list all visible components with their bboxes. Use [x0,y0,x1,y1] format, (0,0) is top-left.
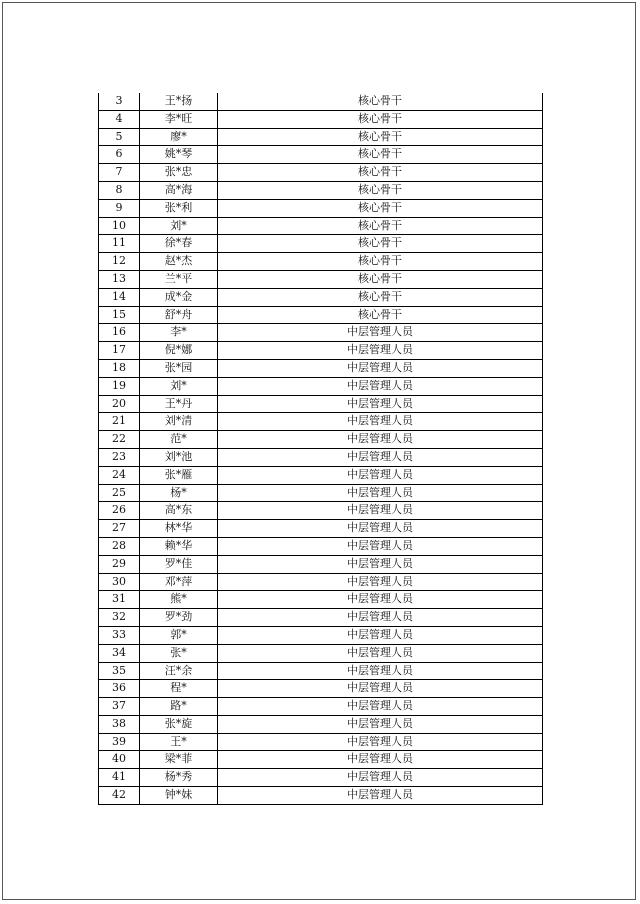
person-name: 程* [140,680,218,698]
person-role: 中层管理人员 [218,715,543,733]
person-role: 中层管理人员 [218,502,543,520]
table-row [99,502,543,520]
table-row [99,680,543,698]
person-name: 李*旺 [140,110,218,128]
row-number: 11 [99,235,140,253]
person-role: 中层管理人员 [218,520,543,538]
row-number: 19 [99,377,140,395]
person-role: 核心骨干 [218,93,543,110]
person-role: 核心骨干 [218,235,543,253]
table-row [99,93,543,110]
person-role: 中层管理人员 [218,359,543,377]
person-name: 兰*平 [140,270,218,288]
row-number: 27 [99,520,140,538]
person-role: 核心骨干 [218,110,543,128]
row-number: 17 [99,342,140,360]
person-role: 核心骨干 [218,288,543,306]
row-number: 20 [99,395,140,413]
row-number: 41 [99,769,140,787]
row-number: 10 [99,217,140,235]
row-number: 22 [99,431,140,449]
row-number: 42 [99,787,140,805]
table-row [99,644,543,662]
person-role: 中层管理人员 [218,448,543,466]
table-row [99,431,543,449]
person-name: 汪*余 [140,662,218,680]
person-role: 核心骨干 [218,164,543,182]
row-number: 12 [99,253,140,271]
person-name: 杨* [140,484,218,502]
person-name: 刘* [140,217,218,235]
person-role: 中层管理人员 [218,377,543,395]
person-name: 熊* [140,591,218,609]
row-number: 13 [99,270,140,288]
person-role: 中层管理人员 [218,395,543,413]
row-number: 16 [99,324,140,342]
table-row [99,359,543,377]
table-row [99,466,543,484]
person-role: 中层管理人员 [218,431,543,449]
person-name: 王* [140,733,218,751]
person-role: 中层管理人员 [218,680,543,698]
person-name: 罗*佳 [140,555,218,573]
row-number: 39 [99,733,140,751]
person-role: 中层管理人员 [218,769,543,787]
person-role: 中层管理人员 [218,555,543,573]
table-row [99,573,543,591]
person-role: 中层管理人员 [218,733,543,751]
person-role: 中层管理人员 [218,626,543,644]
table-row [99,288,543,306]
person-role: 中层管理人员 [218,644,543,662]
table-row [99,787,543,805]
row-number: 7 [99,164,140,182]
row-number: 24 [99,466,140,484]
row-number: 21 [99,413,140,431]
table-row [99,235,543,253]
person-role: 核心骨干 [218,253,543,271]
person-name: 成*金 [140,288,218,306]
person-role: 中层管理人员 [218,537,543,555]
person-name: 张*旋 [140,715,218,733]
person-name: 王*扬 [140,93,218,110]
person-role: 中层管理人员 [218,609,543,627]
roster-body [99,93,543,804]
table-row [99,555,543,573]
table-row [99,217,543,235]
table-row [99,448,543,466]
person-name: 李* [140,324,218,342]
person-name: 张*雁 [140,466,218,484]
table-row [99,253,543,271]
row-number: 34 [99,644,140,662]
row-number: 15 [99,306,140,324]
row-number: 33 [99,626,140,644]
row-number: 14 [99,288,140,306]
person-role: 中层管理人员 [218,662,543,680]
table-row [99,395,543,413]
table-row [99,377,543,395]
table-row [99,733,543,751]
table-row [99,537,543,555]
person-name: 邓*萍 [140,573,218,591]
person-name: 张*利 [140,199,218,217]
roster-table [98,93,543,805]
person-name: 舒*舟 [140,306,218,324]
table-row [99,128,543,146]
person-role: 核心骨干 [218,270,543,288]
person-role: 核心骨干 [218,199,543,217]
table-row [99,110,543,128]
row-number: 37 [99,698,140,716]
row-number: 25 [99,484,140,502]
table-row [99,324,543,342]
person-role: 中层管理人员 [218,342,543,360]
person-name: 范* [140,431,218,449]
person-role: 中层管理人员 [218,787,543,805]
row-number: 26 [99,502,140,520]
person-role: 中层管理人员 [218,413,543,431]
table-row [99,484,543,502]
table-row [99,591,543,609]
row-number: 32 [99,609,140,627]
table-row [99,751,543,769]
person-name: 张*忠 [140,164,218,182]
person-name: 廖* [140,128,218,146]
row-number: 30 [99,573,140,591]
table-row [99,270,543,288]
person-name: 刘* [140,377,218,395]
row-number: 9 [99,199,140,217]
person-role: 中层管理人员 [218,751,543,769]
person-name: 张*园 [140,359,218,377]
person-name: 钟*妹 [140,787,218,805]
row-number: 29 [99,555,140,573]
table-row [99,199,543,217]
table-row [99,769,543,787]
person-name: 郭* [140,626,218,644]
person-role: 核心骨干 [218,217,543,235]
person-role: 核心骨干 [218,181,543,199]
table-row [99,662,543,680]
row-number: 28 [99,537,140,555]
person-name: 高*东 [140,502,218,520]
person-name: 罗*劲 [140,609,218,627]
person-name: 杨*秀 [140,769,218,787]
row-number: 18 [99,359,140,377]
table-row [99,181,543,199]
person-name: 徐*春 [140,235,218,253]
person-role: 中层管理人员 [218,698,543,716]
row-number: 8 [99,181,140,199]
table-row [99,698,543,716]
person-name: 赖*华 [140,537,218,555]
person-name: 王*丹 [140,395,218,413]
table-row [99,342,543,360]
row-number: 23 [99,448,140,466]
person-name: 张* [140,644,218,662]
row-number: 6 [99,146,140,164]
row-number: 5 [99,128,140,146]
person-role: 中层管理人员 [218,324,543,342]
row-number: 35 [99,662,140,680]
row-number: 4 [99,110,140,128]
person-name: 梁*菲 [140,751,218,769]
table-row [99,609,543,627]
person-role: 核心骨干 [218,146,543,164]
row-number: 3 [99,93,140,110]
row-number: 36 [99,680,140,698]
person-role: 中层管理人员 [218,484,543,502]
row-number: 38 [99,715,140,733]
person-name: 姚*琴 [140,146,218,164]
table-row [99,146,543,164]
person-role: 核心骨干 [218,128,543,146]
person-name: 刘*清 [140,413,218,431]
person-name: 倪*娜 [140,342,218,360]
person-name: 高*海 [140,181,218,199]
person-name: 赵*杰 [140,253,218,271]
table-row [99,626,543,644]
person-name: 林*华 [140,520,218,538]
person-role: 中层管理人员 [218,573,543,591]
table-row [99,715,543,733]
person-name: 路* [140,698,218,716]
table-row [99,164,543,182]
person-name: 刘*池 [140,448,218,466]
table-row [99,306,543,324]
person-role: 中层管理人员 [218,466,543,484]
row-number: 31 [99,591,140,609]
person-role: 核心骨干 [218,306,543,324]
table-row [99,520,543,538]
row-number: 40 [99,751,140,769]
table-row [99,413,543,431]
person-role: 中层管理人员 [218,591,543,609]
